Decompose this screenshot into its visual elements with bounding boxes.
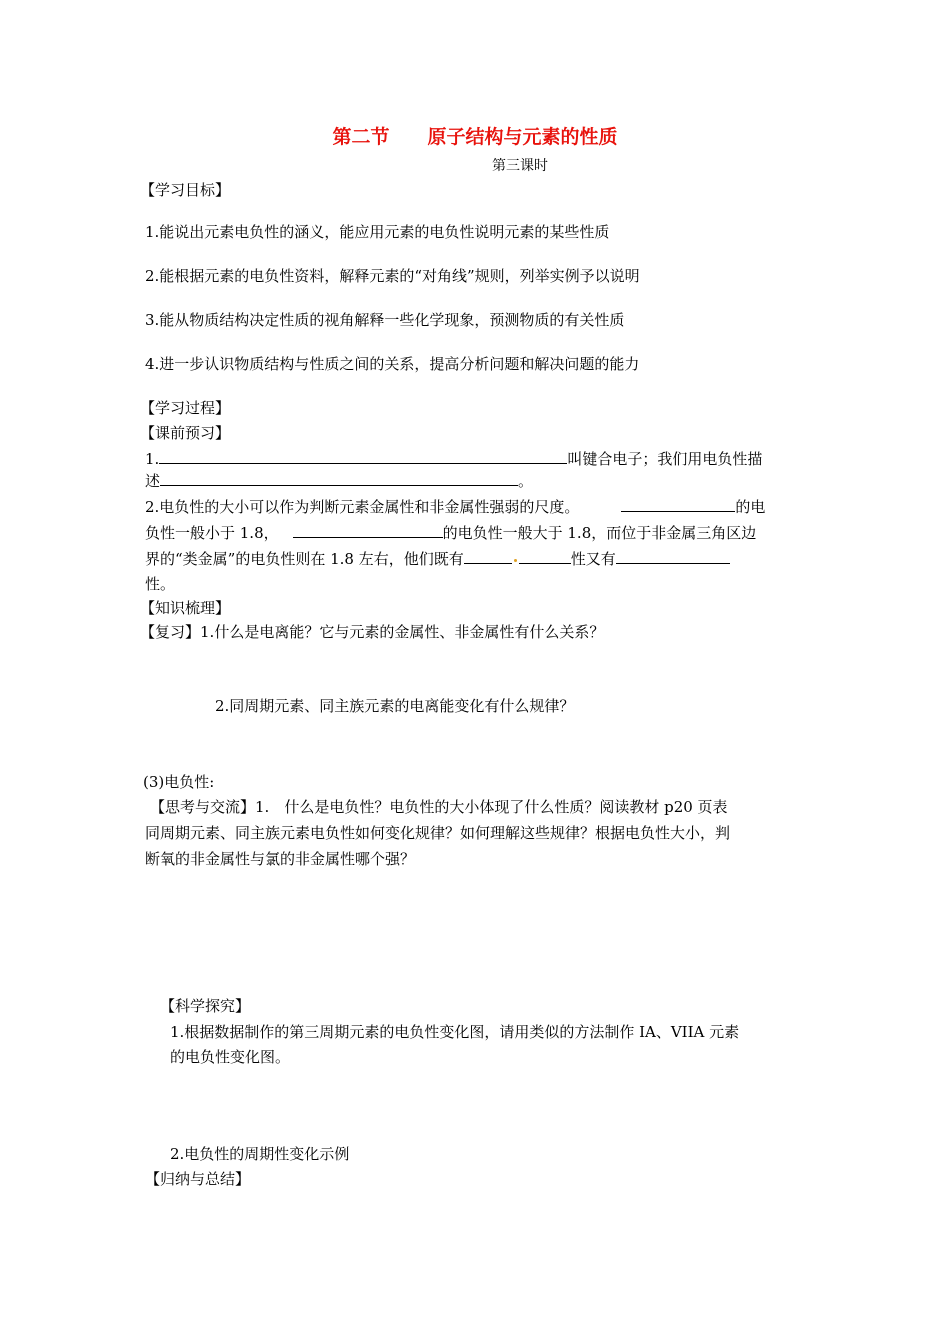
review-question-1: 【复习】1.什么是电离能？它与元素的金属性、非金属性有什么关系？	[140, 623, 605, 641]
section-summary-heading: 【归纳与总结】	[145, 1170, 251, 1188]
objective-item-1: 1.能说出元素电负性的涵义，能应用元素的电负性说明元素的某些性质	[145, 223, 610, 241]
blank-line[interactable]	[616, 548, 730, 564]
preview-question-2-line-2: 负性一般小于 1.8， 的电负性一般大于 1.8，而位于非金属三角区边	[145, 524, 757, 542]
blank-line[interactable]	[293, 522, 443, 538]
think-discuss-line-3: 断氧的非金属性与氯的非金属性哪个强？	[145, 850, 416, 868]
blank-line[interactable]	[519, 548, 571, 564]
explore-item-1-line-1: 1.根据数据制作的第三周期元素的电负性变化图，请用类似的方法制作 IA、VIIA 元素	[170, 1023, 740, 1041]
page-title	[0, 124, 950, 150]
preview-question-1-line-2: 述 。	[145, 472, 534, 490]
section-knowledge-heading: 【知识梳理】	[140, 599, 231, 617]
page-subtitle: 第三课时	[492, 158, 548, 174]
blank-line[interactable]	[160, 470, 518, 486]
think-discuss-line-1: 【思考与交流】1. 什么是电负性？电负性的大小体现了什么性质？阅读教材 p20 页表	[150, 798, 728, 816]
preview-question-2: 2.电负性的大小可以作为判断元素金属性和非金属性强弱的尺度。 的电	[145, 498, 766, 516]
section-objectives-heading: 【学习目标】	[140, 181, 231, 199]
title-topic: 原子结构与元素的性质	[427, 126, 618, 148]
review-label: 【复习】	[140, 623, 201, 641]
blank-line[interactable]	[159, 448, 567, 464]
section-explore-heading: 【科学探究】	[160, 997, 251, 1015]
explore-item-2: 2.电负性的周期性变化示例	[170, 1145, 350, 1163]
blank-line[interactable]	[621, 496, 735, 512]
preview-question-1: 1. 叫键合电子；我们用电负性描	[145, 450, 763, 468]
review-question-2: 2.同周期元素、同主族元素的电离能变化有什么规律？	[215, 697, 575, 715]
preview-question-2-line-3: 界的“类金属”的电负性则在 1.8 左右，他们既有 性又有	[145, 548, 730, 569]
blank-line[interactable]	[464, 548, 512, 564]
objective-item-4: 4.进一步认识物质结构与性质之间的关系，提高分析问题和解决问题的能力	[145, 355, 640, 373]
think-discuss-line-2: 同周期元素、同主族元素电负性如何变化规律？如何理解这些规律？根据电负性大小，判	[145, 824, 731, 842]
preview-question-2-line-4: 性。	[145, 575, 176, 593]
objective-item-2: 2.能根据元素的电负性资料，解释元素的“对角线”规则，列举实例予以说明	[145, 267, 640, 285]
think-discuss-label: 【思考与交流】	[150, 798, 256, 816]
section-preview-heading: 【课前预习】	[140, 424, 231, 442]
objective-item-3: 3.能从物质结构决定性质的视角解释一些化学现象，预测物质的有关性质	[145, 311, 625, 329]
electronegativity-heading: (3)电负性:	[143, 773, 215, 791]
explore-item-1-line-2: 的电负性变化图。	[170, 1048, 291, 1066]
section-process-heading: 【学习过程】	[140, 399, 231, 417]
marker-dot-icon	[514, 559, 517, 562]
title-section-number: 第二节	[332, 126, 390, 148]
